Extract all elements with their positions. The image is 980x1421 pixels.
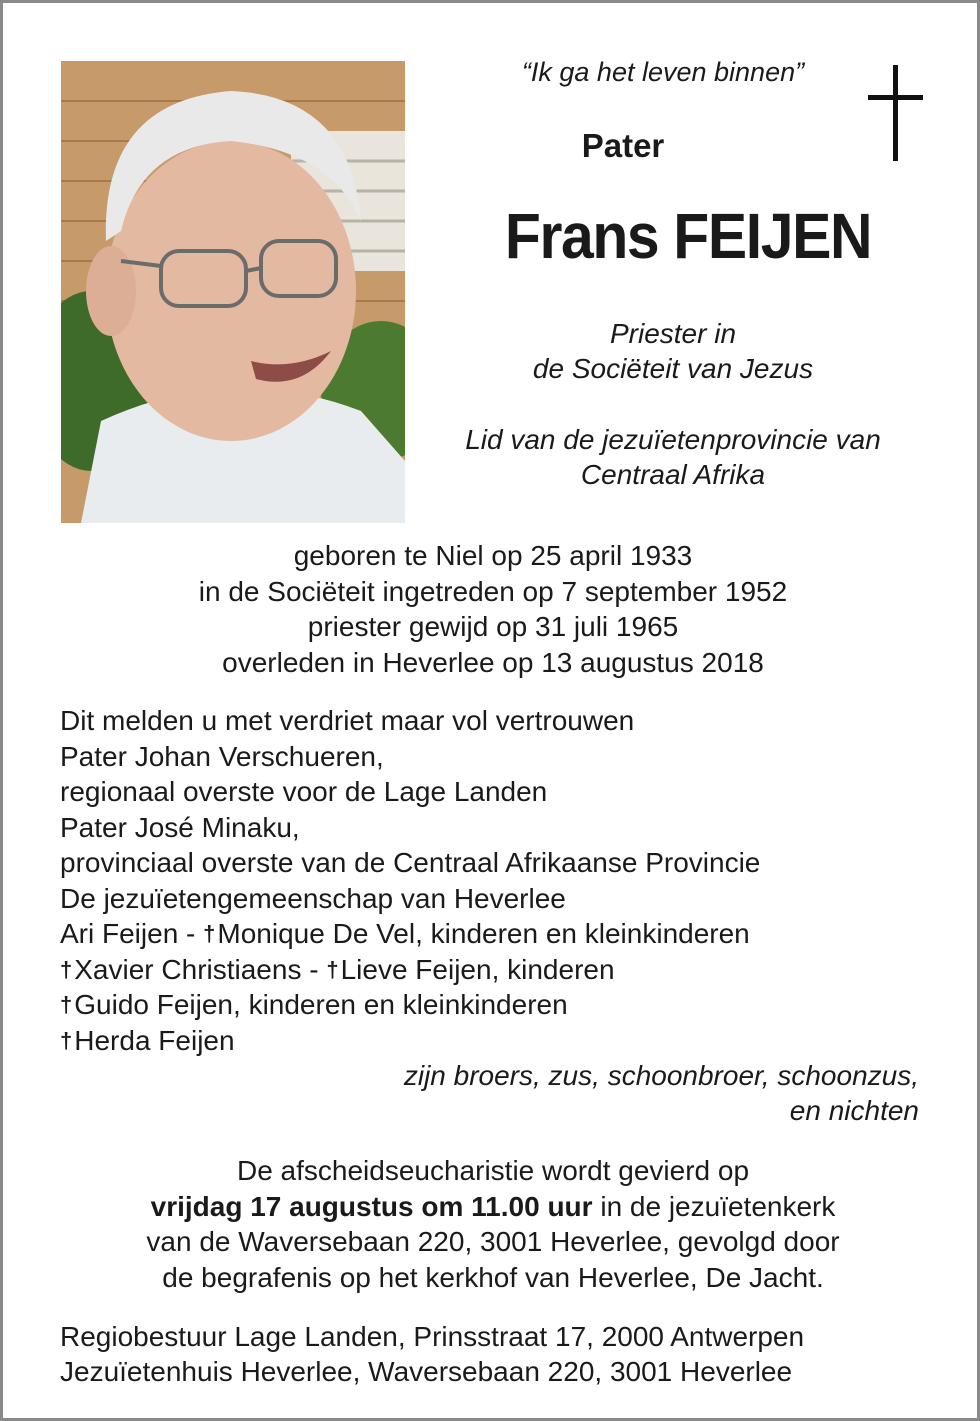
- announcement-line: provinciaal overste van de Centraal Afrikaanse Provincie: [60, 847, 761, 878]
- portrait-illustration: [61, 61, 405, 523]
- member-line-1: Lid van de jezuïetenprovincie van: [465, 424, 881, 455]
- quote: “Ik ga het leven binnen”: [521, 57, 805, 87]
- family-herda: Herda Feijen: [74, 1025, 235, 1056]
- dagger-icon: †: [60, 1028, 73, 1053]
- family-xavier-name: Xavier Christiaens -: [74, 954, 327, 985]
- portrait-photo: [61, 61, 405, 523]
- relation-line-1: zijn broers, zus, schoonbroer, schoonzus,: [403, 1060, 919, 1091]
- dagger-icon: †: [203, 921, 216, 946]
- dagger-icon: †: [326, 957, 339, 982]
- dagger-icon: †: [60, 957, 73, 982]
- deceased-name: Frans FEIJEN: [504, 200, 872, 272]
- life-line-born: geboren te Niel op 25 april 1933: [293, 540, 693, 571]
- relation-line-2: en nichten: [789, 1095, 919, 1126]
- dagger-icon: †: [60, 992, 73, 1017]
- family-ari-name: Ari Feijen -: [60, 918, 204, 949]
- life-line-entered: in de Sociëteit ingetreden op 7 september 1952: [198, 576, 788, 607]
- announcement-line: De jezuïetengemeenschap van Heverlee: [60, 883, 566, 914]
- service-date-time: vrijdag 17 augustus om 11.00 uur: [150, 1191, 593, 1222]
- family-line-xavier: [60, 952, 615, 990]
- family-line-guido: [60, 987, 568, 1025]
- cross-icon: [865, 63, 927, 163]
- life-line-ordained: priester gewijd op 31 juli 1965: [307, 611, 679, 642]
- announcement-intro: Dit melden u met verdriet maar vol vertrouwen: [60, 705, 635, 736]
- role-line-1: Priester in: [609, 318, 737, 349]
- honorific-title: Pater: [581, 127, 665, 164]
- announcement-line: Pater Johan Verschueren,: [60, 741, 384, 772]
- family-line-ari: [60, 916, 750, 954]
- family-guido: Guido Feijen, kinderen en kleinkinderen: [74, 989, 568, 1020]
- address-line-2: Jezuïetenhuis Heverlee, Waversebaan 220, 3001 Heverlee: [60, 1356, 793, 1387]
- member-line-2: Centraal Afrika: [580, 459, 766, 490]
- service-line-1: De afscheidseucharistie wordt gevierd op: [236, 1155, 750, 1186]
- address-line-1: Regiobestuur Lage Landen, Prinsstraat 17, 2000 Antwerpen: [60, 1321, 805, 1352]
- life-line-died: overleden in Heverlee op 13 augustus 2018: [222, 647, 764, 678]
- family-xavier-rest: Lieve Feijen, kinderen: [340, 954, 615, 985]
- announcement-line: Pater José Minaku,: [60, 812, 300, 843]
- role-line-2: de Sociëteit van Jezus: [532, 353, 814, 384]
- announcement-line: regionaal overste voor de Lage Landen: [60, 776, 548, 807]
- service-line-2: [93, 1189, 893, 1225]
- family-ari-rest: Monique De Vel, kinderen en kleinkinderen: [217, 918, 750, 949]
- service-line-3: van de Waversebaan 220, 3001 Heverlee, gevolgd door: [146, 1226, 840, 1257]
- service-location: in de jezuïetenkerk: [592, 1191, 836, 1222]
- service-line-4: de begrafenis op het kerkhof van Heverlee, De Jacht.: [162, 1262, 824, 1293]
- family-line-herda: [60, 1023, 235, 1061]
